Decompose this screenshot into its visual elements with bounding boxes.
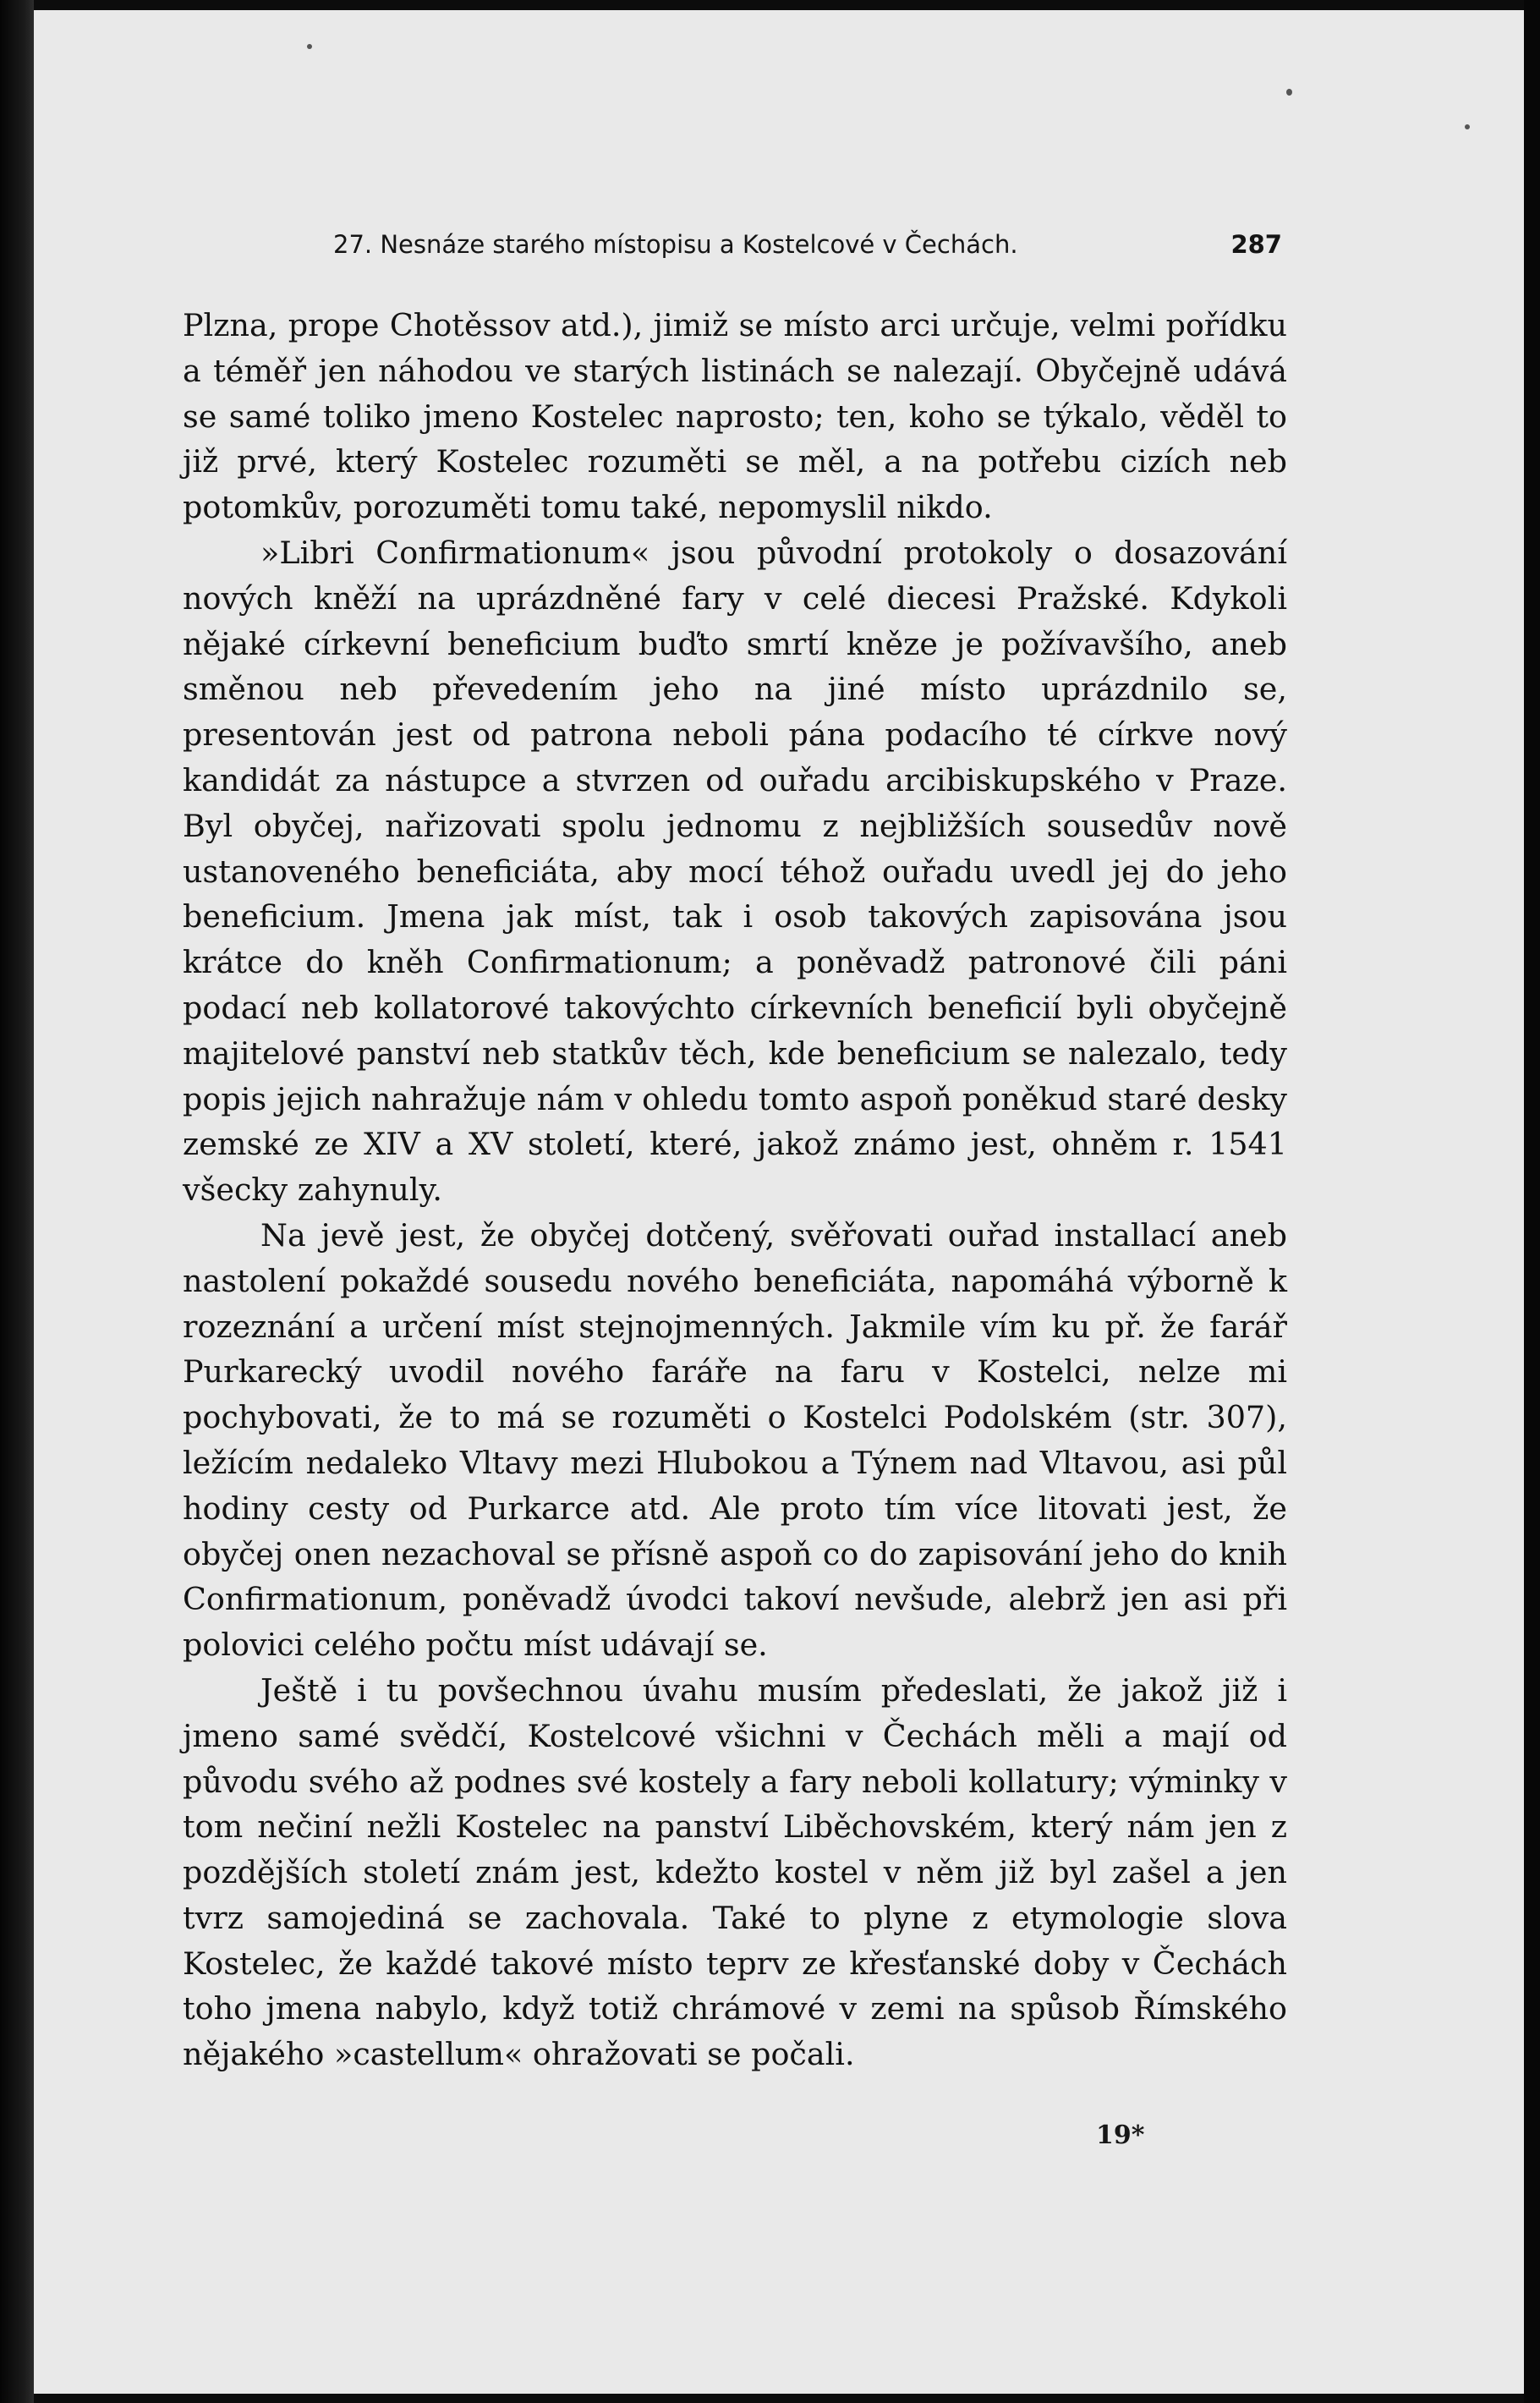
scan-speck — [1465, 124, 1470, 129]
scan-left-edge — [0, 0, 34, 2403]
scan-right-edge — [1524, 0, 1540, 2403]
body-text — [183, 303, 1287, 2077]
page-number: 287 — [1230, 230, 1282, 259]
signature-mark: 19* — [1096, 2120, 1145, 2150]
running-title: 27. Nesnáze starého místopisu a Kostelcové v Čechách. — [333, 230, 1018, 259]
paragraph: »Libri Confirmationum« jsou původní protokoly o dosazování nových kněží na uprázdněné fary v celé diecesi Pražské. Kdykoli nějaké církevní beneficium buďto smrtí kněze je požívavšího, aneb směnou neb převedením jeho na jiné místo uprázdnilo se, presentován jest od patrona neboli pána podacího té církve nový kandidát za nástupce a stvrzen od ouřadu arcibiskupského v Praze. Byl obyčej, nařizovati spolu jednomu z nejbližších sousedův nově ustanoveného beneficiáta, aby mocí téhož ouřadu uvedl jej do jeho beneficium. Jmena jak míst, tak i osob takových zapisována jsou krátce do kněh Confirmationum; a poněvadž patronové čili páni podací neb kollatorové takovýchto církevních beneficií byli obyčejně majitelové panství neb statkův těch, kde beneficium se nalezalo, tedy popis jejich nahražuje nám v ohledu tomto aspoň poněkud staré desky zemské ze XIV a XV století, které, jakož známo jest, ohněm r. 1541 všecky zahynuly. — [183, 534, 1287, 1209]
running-header — [333, 230, 1282, 267]
scan-speck — [1286, 89, 1292, 96]
paragraph: Ještě i tu povšechnou úvahu musím předeslati, že jakož již i jmeno samé svědčí, Kostelcové všichni v Čechách měli a mají od původu svého až podnes své kostely a fary neboli kollatury; výminky v tom nečiní nežli Kostelec na panství Liběchovském, který nám jen z pozdějších století znám jest, kdežto kostel v něm již byl zašel a jen tvrz samojediná se zachovala. Také to plyne z etymologie slova Kostelec, že každé takové místo teprv ze křesťanské doby v Čechách toho jmena nabylo, když totiž chrámové v zemi na spůsob Římského nějakého »castellum« ohražovati se počali. — [183, 1671, 1287, 2073]
paragraph: Na jevě jest, že obyčej dotčený, svěřovati ouřad installací aneb nastolení pokaždé sousedu nového beneficiáta, napomáhá výborně k rozeznání a určení míst stejnojmenných. Jakmile vím ku př. že farář Purkarecký uvodil nového faráře na faru v Kostelci, nelze mi pochybovati, že to má se rozuměti o Kostelci Podolském (str. 307), ležícím nedaleko Vltavy mezi Hlubokou a Týnem nad Vltavou, asi půl hodiny cesty od Purkarce atd. Ale proto tím více litovati jest, že obyčej onen nezachoval se přísně aspoň co do zapisování jeho do knih Confirmationum, poněvadž úvodci takoví nevšude, alebrž jen asi při polovici celého počtu míst udávají se. — [183, 1216, 1287, 1664]
scan-speck — [307, 44, 312, 49]
paragraph-continuation: Plzna, prope Chotěssov atd.), jimiž se místo arci určuje, velmi pořídku a téměř jen náhodou ve starých listinách se nalezají. Obyčejně udává se samé toliko jmeno Kostelec naprosto; ten, koho se týkalo, věděl to již prvé, který Kostelec rozuměti se měl, a na potřebu cizích neb potomkův, porozuměti tomu také, nepomyslil nikdo. — [183, 307, 1287, 526]
